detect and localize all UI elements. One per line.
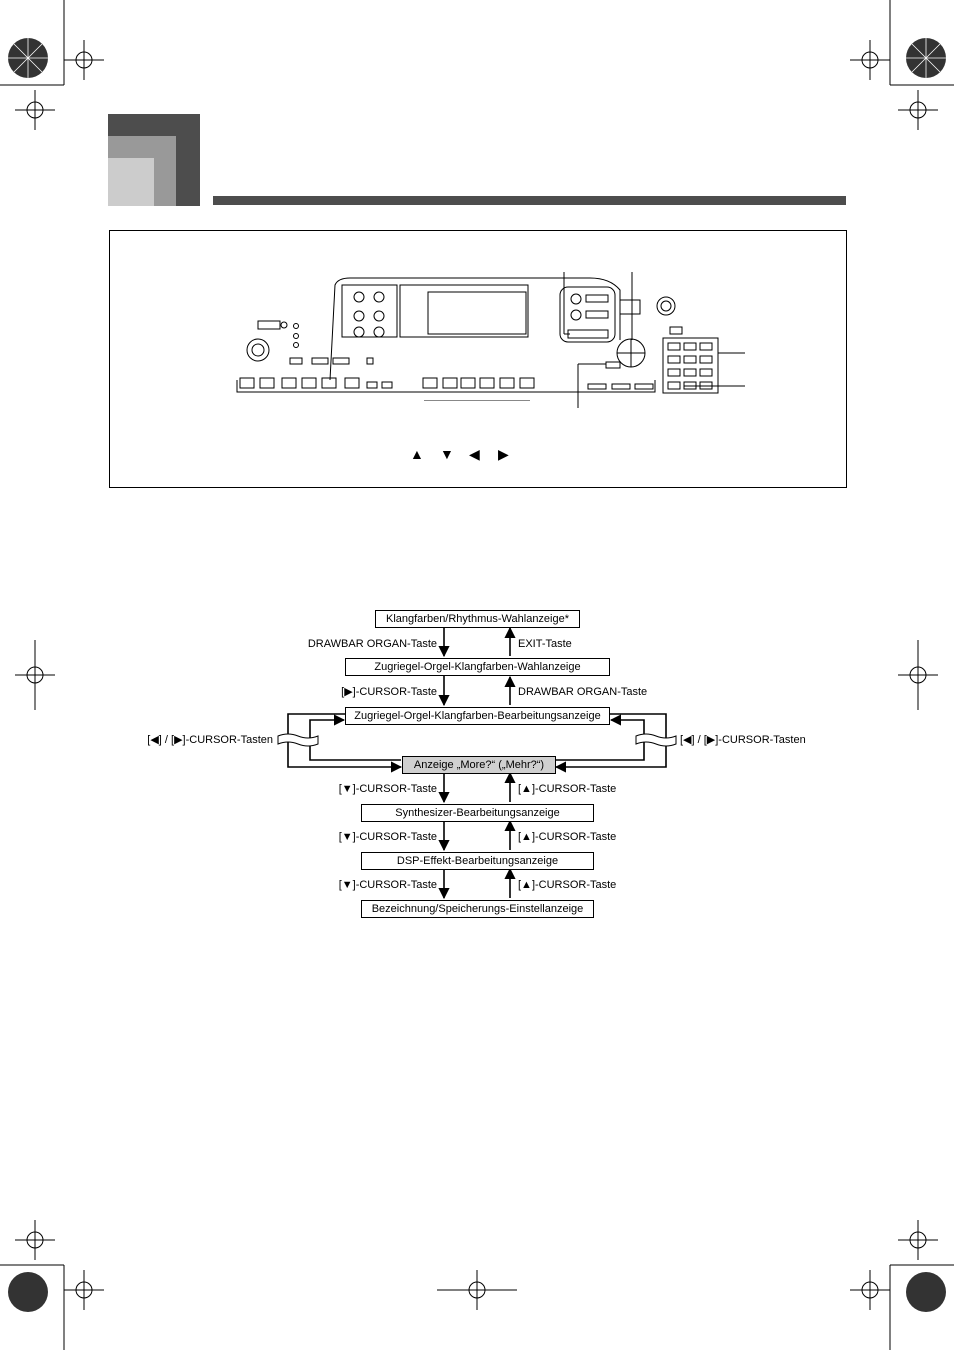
label-cursor-right-key: [▶]-CURSOR-Taste xyxy=(341,686,437,698)
label-drawbar-organ-key-up: DRAWBAR ORGAN-Taste xyxy=(518,686,648,698)
node-more-display: Anzeige „More?“ („Mehr?“) xyxy=(402,756,556,774)
cursor-down-symbol: ▼ xyxy=(440,446,454,462)
node-dsp-edit: DSP-Effekt-Bearbeitungsanzeige xyxy=(361,852,594,870)
cursor-up-symbol: ▲ xyxy=(410,446,424,462)
label-cursor-down-3: [▼]-CURSOR-Taste xyxy=(338,879,437,891)
node-name-store: Bezeichnung/Speicherungs-Einstellanzeige xyxy=(361,900,594,918)
label-cursor-lr-right: [◀] / [▶]-CURSOR-Tasten xyxy=(680,734,806,746)
label-cursor-lr-left: [◀] / [▶]-CURSOR-Tasten xyxy=(147,734,273,746)
node-tone-rhythm-select: Klangfarben/Rhythmus-Wahlanzeige* xyxy=(375,610,580,628)
label-cursor-down-1: [▼]-CURSOR-Taste xyxy=(338,783,437,795)
node-drawbar-tone-select: Zugriegel-Orgel-Klangfarben-Wahlanzeige xyxy=(345,658,610,676)
node-synth-edit: Synthesizer-Bearbeitungsanzeige xyxy=(361,804,594,822)
label-exit-key: EXIT-Taste xyxy=(518,638,572,650)
cursor-right-symbol: ▶ xyxy=(498,446,509,462)
label-cursor-up-2: [▲]-CURSOR-Taste xyxy=(518,831,617,843)
cursor-left-symbol: ◀ xyxy=(469,446,480,462)
label-drawbar-organ-key-down: DRAWBAR ORGAN-Taste xyxy=(307,638,437,650)
label-cursor-down-2: [▼]-CURSOR-Taste xyxy=(338,831,437,843)
label-cursor-up-1: [▲]-CURSOR-Taste xyxy=(518,783,617,795)
node-drawbar-tone-edit: Zugriegel-Orgel-Klangfarben-Bearbeitungsanzeige xyxy=(345,707,610,725)
label-cursor-up-3: [▲]-CURSOR-Taste xyxy=(518,879,617,891)
